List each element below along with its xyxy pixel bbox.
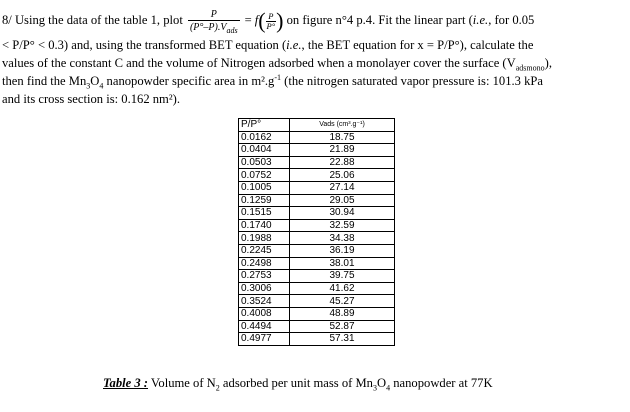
table-row: [239, 156, 395, 169]
cell-vads: 22.88: [290, 156, 395, 169]
table-row: [239, 232, 395, 245]
inner-denominator: P°: [266, 20, 276, 31]
cell-p-ratio: 0.4977: [239, 333, 290, 346]
table-caption: [103, 376, 493, 391]
question-paragraph: [2, 4, 626, 108]
table-body: [239, 131, 395, 345]
cell-p-ratio: 0.2498: [239, 257, 290, 270]
header-p-ratio: P/P°: [239, 119, 290, 132]
cell-p-ratio: 0.0162: [239, 131, 290, 144]
cell-p-ratio: 0.4008: [239, 307, 290, 320]
cell-vads: 32.59: [290, 219, 395, 232]
cell-p-ratio: 0.4494: [239, 320, 290, 333]
question-text: on figure n°4 p.4. Fit the linear part (: [283, 13, 473, 27]
cell-p-ratio: 0.1259: [239, 194, 290, 207]
adsmono-subscript: adsmono: [515, 63, 545, 73]
cell-p-ratio: 0.3524: [239, 295, 290, 308]
fraction-denominator: [188, 20, 240, 36]
caption-text: Volume of N: [148, 376, 216, 390]
table-row: [239, 257, 395, 270]
subscript: 4: [99, 81, 104, 91]
equals-sign: =: [244, 13, 252, 27]
cell-vads: 36.19: [290, 244, 395, 257]
cell-vads: 38.01: [290, 257, 395, 270]
cell-vads: 30.94: [290, 207, 395, 220]
cell-vads: 48.89: [290, 307, 395, 320]
table-row: [239, 333, 395, 346]
cell-vads: 21.89: [290, 144, 395, 157]
plot-fraction: [188, 9, 240, 36]
question-line-4: [2, 72, 626, 90]
caption-text: nanopowder at 77K: [390, 376, 493, 390]
cell-p-ratio: 0.0752: [239, 169, 290, 182]
cell-p-ratio: 0.1988: [239, 232, 290, 245]
paren-open: (: [258, 8, 266, 34]
cell-p-ratio: 0.0404: [239, 144, 290, 157]
cell-vads: 29.05: [290, 194, 395, 207]
table-row: [239, 282, 395, 295]
inner-fraction: [266, 12, 277, 31]
table-row: [239, 144, 395, 157]
table-row: [239, 244, 395, 257]
caption-label: Table 3 :: [103, 376, 149, 390]
question-text: , for 0.05: [488, 13, 535, 27]
caption-text: O: [376, 376, 387, 390]
cell-p-ratio: 0.1515: [239, 207, 290, 220]
cell-vads: 27.14: [290, 181, 395, 194]
caption-subscript: 3: [372, 383, 377, 393]
question-line-5: and its cross section is: 0.162 nm²).: [2, 92, 180, 106]
cell-vads: 57.31: [290, 333, 395, 346]
table-row: [239, 219, 395, 232]
cell-vads: 25.06: [290, 169, 395, 182]
table-row: [239, 207, 395, 220]
ie-italic: i.e.: [286, 38, 302, 52]
function-f: f: [254, 13, 259, 27]
question-text: , the BET equation for x = P/P°), calculate the: [301, 38, 534, 52]
table-row: [239, 320, 395, 333]
inner-numerator: P: [268, 10, 274, 21]
question-line-1: [2, 4, 626, 36]
caption-subscript: 2: [215, 383, 220, 393]
cell-vads: 52.87: [290, 320, 395, 333]
cell-vads: 18.75: [290, 131, 395, 144]
caption-text: adsorbed per unit mass of Mn: [219, 376, 373, 390]
subscript: 3: [86, 81, 91, 91]
table-header-row: [239, 119, 395, 132]
ie-italic: i.e.: [472, 13, 489, 27]
fraction-denominator-text: (P°–P).V: [189, 22, 227, 34]
cell-p-ratio: 0.0503: [239, 156, 290, 169]
question-text: ),: [544, 56, 552, 70]
cell-vads: 34.38: [290, 232, 395, 245]
table-row: [239, 131, 395, 144]
question-text: < P/P° < 0.3) and, using the transformed BET equation (: [2, 38, 287, 52]
superscript: -1: [274, 72, 282, 82]
cell-p-ratio: 0.1005: [239, 181, 290, 194]
table-row: [239, 295, 395, 308]
fraction-numerator: P: [210, 9, 217, 21]
question-text: then find the Mn: [2, 74, 87, 88]
cell-vads: 41.62: [290, 282, 395, 295]
table-row: [239, 270, 395, 283]
cell-p-ratio: 0.1740: [239, 219, 290, 232]
table-row: [239, 307, 395, 320]
table-row: [239, 181, 395, 194]
question-line-3: [2, 54, 626, 72]
table-row: [239, 169, 395, 182]
question-text: values of the constant C and the volume of Nitrogen adsorbed when a monolayer cover the surface (V: [2, 56, 516, 70]
question-text: O: [90, 74, 100, 88]
paren-close: ): [276, 8, 284, 34]
cell-p-ratio: 0.2753: [239, 270, 290, 283]
cell-p-ratio: 0.2245: [239, 244, 290, 257]
header-vads: Vads (cm³.g⁻¹): [290, 119, 395, 132]
cell-vads: 45.27: [290, 295, 395, 308]
question-text: (the nitrogen saturated vapor pressure is: 101.3 kPa: [281, 74, 543, 88]
fraction-denominator-sub: ads: [226, 26, 238, 36]
question-text: nanopowder specific area in m².g: [103, 74, 275, 88]
data-table: [238, 118, 395, 346]
cell-vads: 39.75: [290, 270, 395, 283]
table-row: [239, 194, 395, 207]
question-text: 8/ Using the data of the table 1, plot: [2, 13, 186, 27]
cell-p-ratio: 0.3006: [239, 282, 290, 295]
question-line-2: [2, 36, 626, 54]
caption-subscript: 4: [386, 383, 391, 393]
